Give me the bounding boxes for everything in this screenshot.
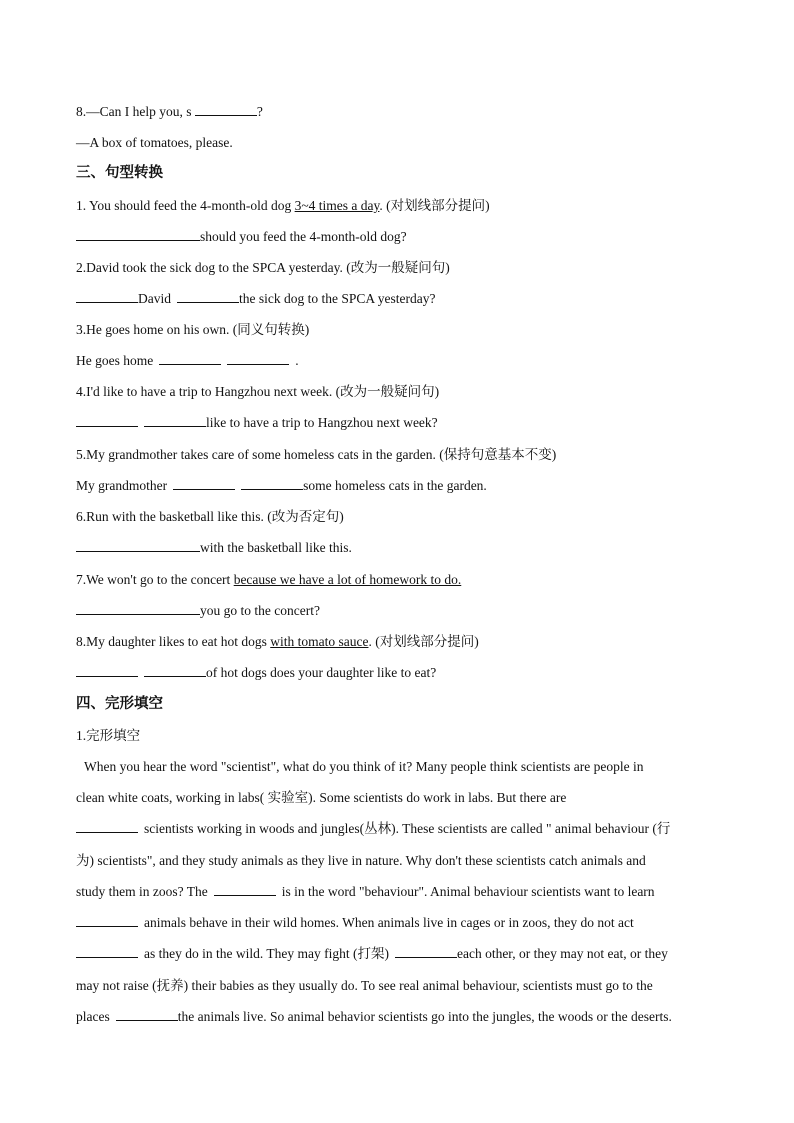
passage-line-4: 为) scientists", and they study animals as they live in nature. Why don't these scientists catch animals and [76, 853, 646, 868]
underlined-text: with tomato sauce [270, 634, 369, 649]
passage-line-8: may not raise (抚养) their babies as they usually do. To see real animal behaviour, scientists must go to the [76, 978, 653, 993]
answer-blank[interactable] [144, 664, 206, 677]
part3-q2-answer [76, 290, 435, 308]
answer-blank[interactable] [144, 414, 206, 427]
answer-blank[interactable] [76, 914, 138, 927]
answer-text: you go to the concert? [200, 603, 320, 618]
part3-q1-answer [76, 228, 407, 246]
answer-blank[interactable] [76, 945, 138, 958]
passage-line-9 [76, 1008, 672, 1026]
answer-blank[interactable] [76, 539, 200, 552]
part3-q3-answer [76, 352, 299, 370]
passage-text: the animals live. So animal behavior scientists go into the jungles, the woods or the deserts. [177, 1009, 672, 1024]
passage-text: as they do in the wild. They may fight (打架) [144, 946, 389, 961]
passage-line-1: When you hear the word "scientist", what do you think of it? Many people think scientists are people in [84, 759, 644, 774]
question-text: 1. You should feed the 4-month-old dog [76, 198, 292, 213]
answer-text: the sick dog to the SPCA yesterday? [239, 291, 436, 306]
answer-blank[interactable] [195, 103, 257, 116]
passage-text: study them in zoos? The [76, 884, 208, 899]
answer-blank[interactable] [76, 602, 200, 615]
answer-text: of hot dogs does your daughter like to eat? [206, 665, 437, 680]
passage-text: each other, or they may not eat, or they [456, 946, 668, 961]
passage-line-7 [76, 945, 668, 963]
answer-text: some homeless cats in the garden. [303, 478, 487, 493]
passage-text: places [76, 1009, 110, 1024]
question-text: 8.—Can I help you, s [76, 104, 192, 119]
answer-text: like to have a trip to Hangzhou next week? [206, 415, 438, 430]
underlined-text: 3~4 times a day [294, 198, 380, 213]
cloze-subtitle: 1.完形填空 [76, 728, 141, 743]
answer-text: should you feed the 4-month-old dog? [200, 229, 407, 244]
question-text: . (对划线部分提问) [368, 634, 479, 649]
answer-blank[interactable] [241, 477, 303, 490]
part3-q4-answer [76, 414, 438, 432]
answer-blank[interactable] [214, 883, 276, 896]
underlined-text: because we have a lot of homework to do. [233, 572, 462, 587]
answer-blank[interactable] [159, 352, 221, 365]
question-text: . (对划线部分提问) [379, 198, 490, 213]
answer-blank[interactable] [76, 664, 138, 677]
part3-q4: 4.I'd like to have a trip to Hangzhou next week. (改为一般疑问句) [76, 384, 440, 399]
passage-line-5 [76, 883, 655, 901]
answer-blank[interactable] [395, 945, 457, 958]
passage-line-6 [76, 914, 634, 932]
part3-q7-answer [76, 602, 320, 620]
part3-q7 [76, 571, 461, 589]
answer-text: My grandmother [76, 478, 168, 493]
part3-q6-answer [76, 539, 352, 557]
question-text: ? [256, 104, 263, 119]
answer-text: He goes home [76, 353, 154, 368]
answer-text: David [138, 291, 171, 306]
question-text: 8.My daughter likes to eat hot dogs [76, 634, 267, 649]
answer-blank[interactable] [76, 820, 138, 833]
passage-text: is in the word "behaviour". Animal behaviour scientists want to learn [281, 884, 655, 899]
section-heading-3: 三、句型转换 [76, 165, 163, 181]
answer-blank[interactable] [177, 290, 239, 303]
part3-q5-answer [76, 477, 487, 495]
answer-blank[interactable] [116, 1008, 178, 1021]
part3-q3: 3.He goes home on his own. (同义句转换) [76, 322, 310, 337]
part3-q6: 6.Run with the basketball like this. (改为否定句) [76, 509, 344, 524]
part3-q8-answer [76, 664, 436, 682]
answer-text: with the basketball like this. [200, 540, 352, 555]
section-heading-4: 四、完形填空 [76, 696, 163, 712]
part3-q5: 5.My grandmother takes care of some homeless cats in the garden. (保持句意基本不变) [76, 447, 557, 462]
part3-q8 [76, 633, 479, 651]
answer-blank[interactable] [173, 477, 235, 490]
passage-line-3 [76, 820, 670, 838]
part2-q8 [76, 103, 263, 121]
question-text: 7.We won't go to the concert [76, 572, 231, 587]
passage-text: scientists working in woods and jungles(丛林). These scientists are called " animal behaviour (行 [144, 821, 671, 836]
passage-line-2: clean white coats, working in labs( 实验室). Some scientists do work in labs. But there are [76, 790, 567, 805]
answer-blank[interactable] [76, 290, 138, 303]
part3-q2: 2.David took the sick dog to the SPCA yesterday. (改为一般疑问句) [76, 260, 450, 275]
answer-blank[interactable] [76, 228, 200, 241]
passage-text: animals behave in their wild homes. When animals live in cages or in zoos, they do not act [144, 915, 634, 930]
answer-blank[interactable] [227, 352, 289, 365]
answer-blank[interactable] [76, 414, 138, 427]
part3-q1 [76, 197, 490, 215]
answer-text: . [295, 353, 299, 368]
part2-q8-answer: —A box of tomatoes, please. [76, 135, 233, 150]
